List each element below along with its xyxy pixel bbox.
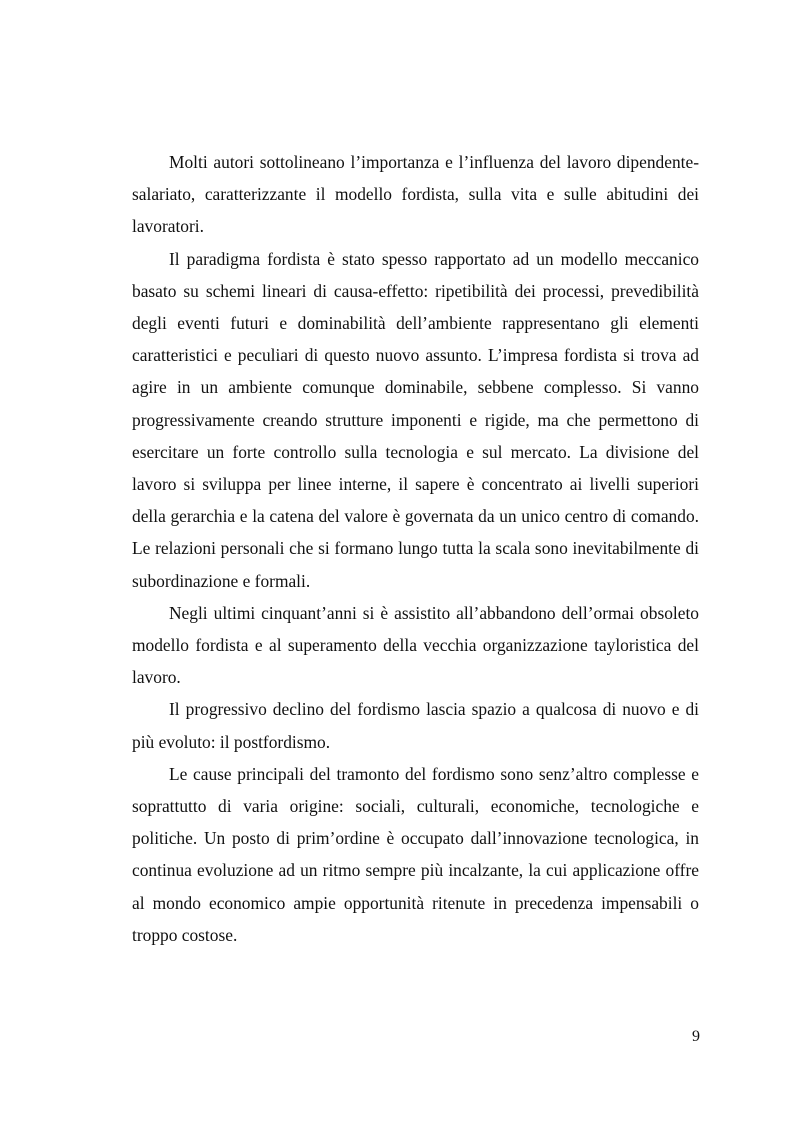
- paragraph-4: Il progressivo declino del fordismo lascia spazio a qualcosa di nuovo e di più evoluto: il postfordismo.: [132, 699, 699, 752]
- page-number: 9: [692, 1028, 700, 1045]
- paragraph-1: Molti autori sottolineano l’importanza e l’influenza del lavoro dipendente-salariato, caratterizzante il modello fordista, sulla vita e sulle abitudini dei lavoratori.: [132, 152, 699, 237]
- paragraph-3: Negli ultimi cinquant’anni si è assistito all’abbandono dell’ormai obsoleto modello fordista e al superamento della vecchia organizzazione tayloristica del lavoro.: [132, 602, 699, 688]
- paragraph-5: Le cause principali del tramonto del fordismo sono senz’altro complesse e soprattutto di varia origine: sociali, culturali, economiche, tecnologiche e politiche. Un posto di prim’ordine è occupato dall’innovazione tecnologica, in continua evoluzione ad un ritmo sempre più incalzante, la cui applicazione offre al mondo economico ampie opportunità ritenute in precedenza impensabili o troppo costose.: [132, 763, 699, 945]
- paragraph-2: Il paradigma fordista è stato spesso rapportato ad un modello meccanico basato su schemi lineari di causa-effetto: ripetibilità dei processi, prevedibilità degli eventi futuri e dominabilità dell’ambiente rappresentano gli elementi caratteristici e peculiari di questo nuovo assunto. L’impresa fordista si trova ad agire in un ambiente comunque dominabile, sebbene complesso. Si vanno progressivamente creando strutture imponenti e rigide, ma che permettono di esercitare un forte controllo sulla tecnologia e sul mercato. La divisione del lavoro si sviluppa per linee interne, il sapere è concentrato ai livelli superiori della gerarchia e la catena del valore è governata da un unico centro di comando. Le relazioni personali che si formano lungo tutta la scala sono inevitabilmente di subordinazione e formali.: [132, 248, 699, 591]
- body-text: [132, 146, 699, 951]
